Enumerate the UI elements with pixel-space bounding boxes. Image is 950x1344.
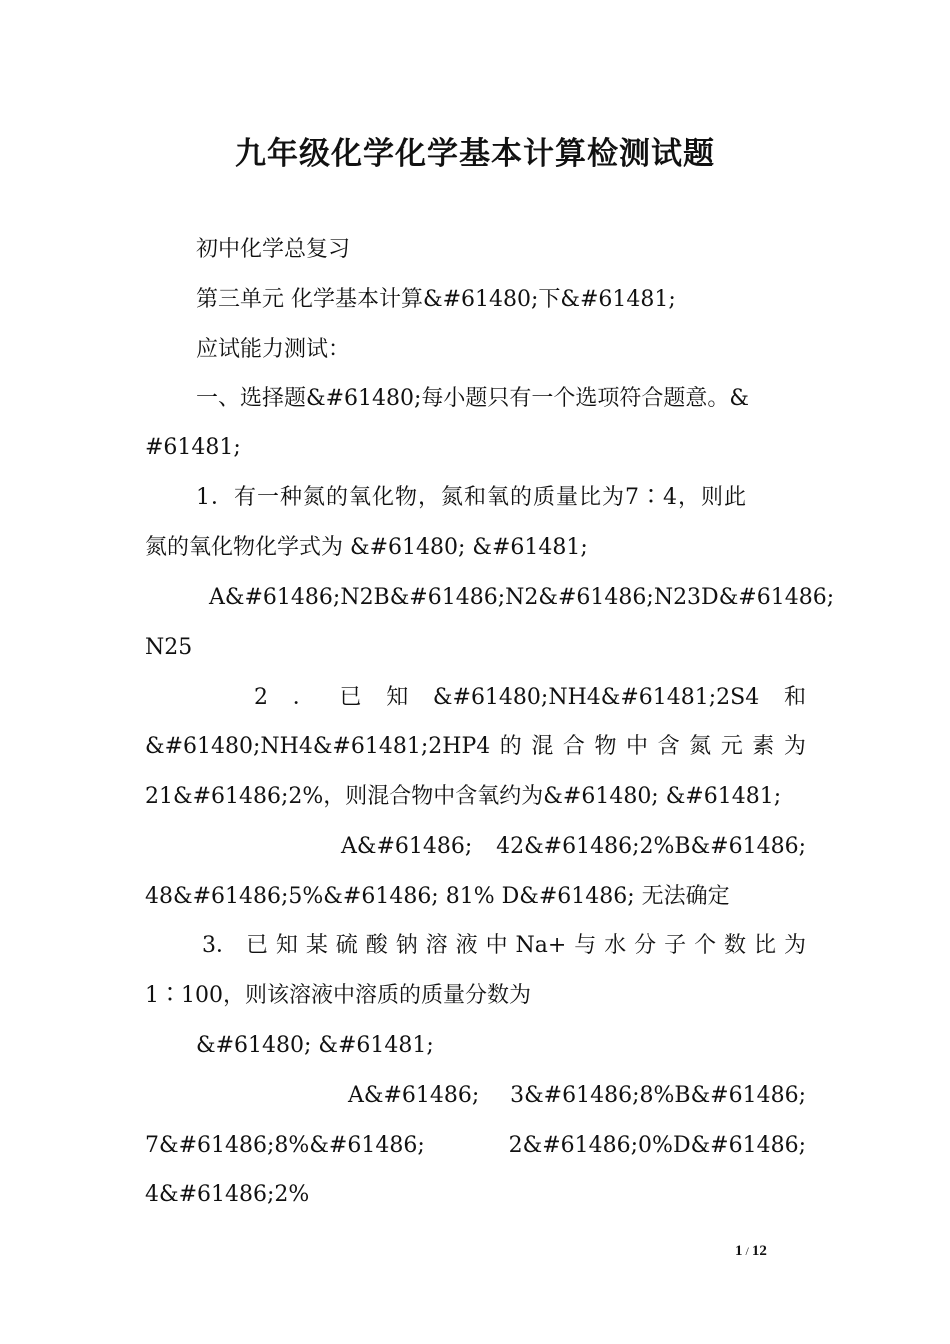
word: 钠 bbox=[395, 933, 418, 958]
text-line: 一、选择题&#61480;每小题只有一个选项符合题意。& bbox=[196, 386, 749, 411]
text-line: #61481; bbox=[145, 435, 241, 460]
word: 比 bbox=[753, 933, 776, 958]
question-3-line: &#61480; &#61481; bbox=[196, 1033, 434, 1058]
question-3-options bbox=[348, 1081, 806, 1111]
word: 知 bbox=[275, 933, 298, 958]
question-1-options bbox=[209, 583, 835, 613]
word: 的 bbox=[499, 734, 522, 759]
word: 中 bbox=[626, 734, 649, 759]
page-separator: / bbox=[745, 1244, 749, 1258]
word: 已 bbox=[339, 685, 362, 710]
word: 与 bbox=[574, 933, 597, 958]
word: 3． bbox=[202, 933, 238, 958]
option-d: 2&#61486;0%D&#61486; bbox=[508, 1133, 806, 1158]
page-current: 1 bbox=[735, 1243, 743, 1259]
text-line: 初中化学总复习 bbox=[196, 237, 351, 262]
word: 素 bbox=[752, 734, 775, 759]
page-total: 12 bbox=[751, 1243, 767, 1259]
word: 数 bbox=[724, 933, 747, 958]
word: 知 bbox=[386, 685, 409, 710]
text-line: 4&#61486;2% bbox=[145, 1182, 310, 1207]
option-c: N2&#61486; bbox=[505, 585, 654, 610]
word: 为 bbox=[783, 933, 806, 958]
question-2-options bbox=[341, 832, 806, 862]
option-a: A&#61486; bbox=[209, 585, 341, 610]
word: 含 bbox=[657, 734, 680, 759]
question-2-line bbox=[254, 683, 806, 713]
question-2-line bbox=[145, 732, 806, 762]
question-3-line bbox=[202, 931, 806, 961]
option-b: N2B&#61486; bbox=[340, 585, 506, 610]
option-d: N23D&#61486; bbox=[653, 585, 835, 610]
word: Na+ bbox=[515, 933, 567, 958]
question-1-line: 氮的氧化物化学式为 &#61480; &#61481; bbox=[145, 535, 588, 560]
word: 分 bbox=[634, 933, 657, 958]
word: 水 bbox=[604, 933, 627, 958]
page-number bbox=[735, 1243, 767, 1260]
word: &#61480;NH4&#61481;2S4 bbox=[432, 685, 760, 710]
question-3-line: 1∶100，则该溶液中溶质的质量分数为 bbox=[145, 983, 531, 1008]
option-b: 3&#61486;8%B&#61486; bbox=[510, 1083, 806, 1108]
word: &#61480;NH4&#61481;2HP4 bbox=[145, 734, 491, 759]
option-a: A&#61486; bbox=[341, 834, 473, 859]
word: 和 bbox=[783, 685, 806, 710]
word: 中 bbox=[485, 933, 508, 958]
word: 物 bbox=[594, 734, 617, 759]
word: 酸 bbox=[365, 933, 388, 958]
text-line: 第三单元 化学基本计算&#61480;下&#61481; bbox=[196, 287, 676, 312]
question-3-options bbox=[145, 1131, 806, 1161]
question-2-line: 21&#61486;2%，则混合物中含氧约为&#61480; &#61481; bbox=[145, 784, 782, 809]
text-line: 48&#61486;5%&#61486; 81% D&#61486; 无法确定 bbox=[145, 884, 730, 909]
word: 混 bbox=[531, 734, 554, 759]
document-title: 九年级化学化学基本计算检测试题 bbox=[235, 136, 715, 172]
word: ． bbox=[292, 685, 315, 710]
question-1-line: 1．有一种氮的氧化物，氮和氧的质量比为7∶4，则此 bbox=[196, 485, 747, 510]
option-c: 7&#61486;8%&#61486; bbox=[145, 1133, 425, 1158]
word: 某 bbox=[305, 933, 328, 958]
word: 2 bbox=[254, 685, 268, 710]
word: 氮 bbox=[689, 734, 712, 759]
word: 溶 bbox=[425, 933, 448, 958]
option-a: A&#61486; bbox=[348, 1083, 480, 1108]
word: 为 bbox=[783, 734, 806, 759]
word: 硫 bbox=[335, 933, 358, 958]
word: 合 bbox=[562, 734, 585, 759]
word: 元 bbox=[720, 734, 743, 759]
word: 已 bbox=[245, 933, 268, 958]
option-b: 42&#61486;2%B&#61486; bbox=[496, 834, 806, 859]
text-line: N25 bbox=[145, 635, 193, 660]
text-line: 应试能力测试： bbox=[196, 337, 351, 362]
word: 液 bbox=[455, 933, 478, 958]
word: 个 bbox=[694, 933, 717, 958]
word: 子 bbox=[664, 933, 687, 958]
